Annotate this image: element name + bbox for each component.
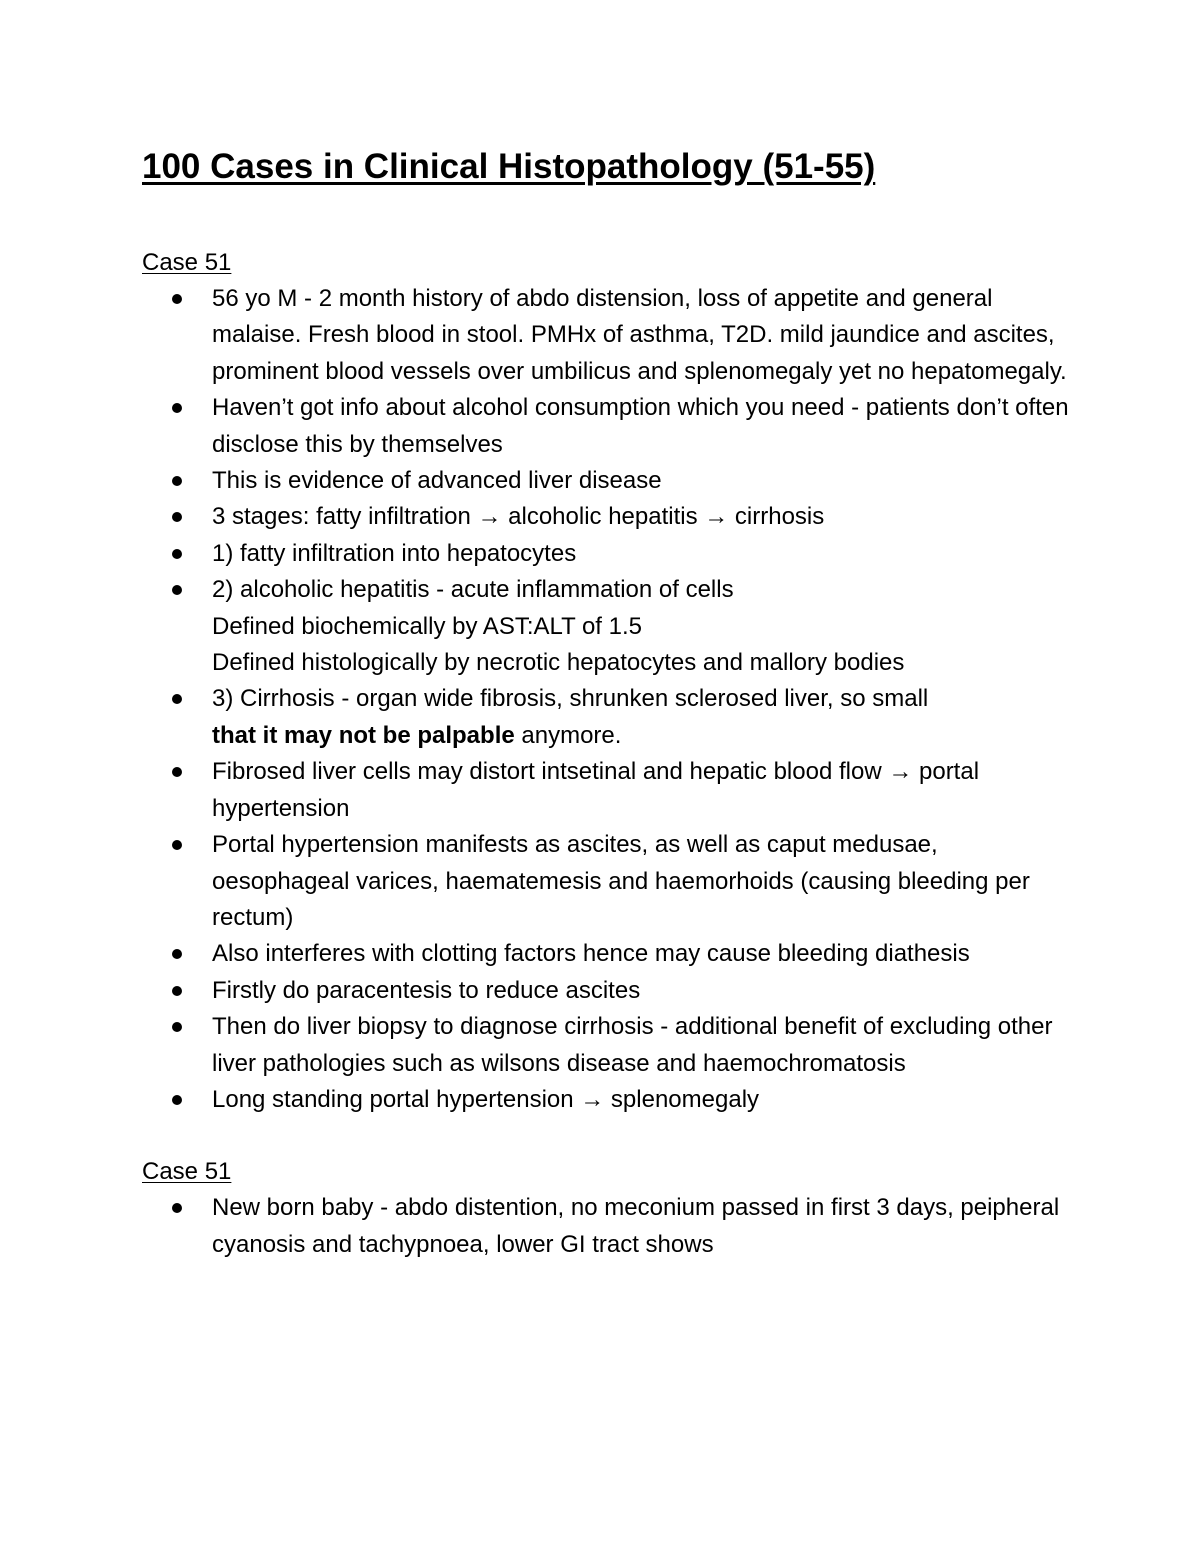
list-item	[142, 1082, 1070, 1118]
list-item	[142, 390, 1070, 463]
list-item-subline: Defined histologically by necrotic hepatocytes and mallory bodies	[212, 649, 905, 677]
list-item	[142, 1009, 1070, 1082]
list-item-text: Haven’t got info about alcohol consumption which you need - patients don’t often disclose this by themselves	[212, 394, 1069, 458]
list-item-text: Long standing portal hypertension → splenomegaly	[212, 1085, 760, 1113]
list-item-text: Fibrosed liver cells may distort intsetinal and hepatic blood flow → portal hypertension	[212, 758, 980, 822]
list-item-text: anymore.	[514, 721, 622, 749]
bullet-icon	[172, 767, 182, 777]
list-item-text: Portal hypertension manifests as ascites, as well as caput medusae, oesophageal varices, haematemesis and haemorhoids (causing bleeding per rectum)	[212, 831, 1030, 931]
list-item-text: 1) fatty infiltration into hepatocytes	[212, 539, 577, 567]
list-item	[142, 754, 1070, 827]
list-item-text: Also interferes with clotting factors hence may cause bleeding diathesis	[212, 940, 970, 968]
list-item-text: This is evidence of advanced liver disease	[212, 467, 662, 495]
case-section	[142, 1154, 1070, 1263]
bullet-icon	[172, 949, 182, 959]
list-item-text: 56 yo M - 2 month history of abdo distension, loss of appetite and general malaise. Fresh blood in stool. PMHx of asthma, T2D. mild jaundice and ascites, prominent blood vessels over umbilicus and splenomegaly yet no hepatomegaly.	[212, 285, 1067, 385]
list-item-text: 2) alcoholic hepatitis - acute inflammation of cells	[212, 576, 734, 604]
bullet-icon	[172, 986, 182, 996]
case-heading: Case 51	[142, 249, 232, 276]
bullet-icon	[172, 476, 182, 486]
case-bullet-list	[142, 1190, 1070, 1263]
case-section	[142, 245, 1070, 1118]
list-item	[142, 681, 1070, 754]
list-item	[142, 463, 1070, 499]
bullet-icon	[172, 694, 182, 704]
list-item-text: 3 stages: fatty infiltration → alcoholic hepatitis → cirrhosis	[212, 503, 825, 531]
bullet-icon	[172, 294, 182, 304]
list-item-text: New born baby - abdo distention, no meconium passed in first 3 days, peipheral cyanosis and tachypnoea, lower GI tract shows	[212, 1194, 1060, 1258]
bullet-icon	[172, 1022, 182, 1032]
list-item	[142, 281, 1070, 390]
case-heading: Case 51	[142, 1158, 232, 1186]
bullet-icon	[172, 403, 182, 413]
list-item-text: 3) Cirrhosis - organ wide fibrosis, shrunken sclerosed liver, so small	[212, 685, 929, 713]
list-item-subline: Defined biochemically by AST:ALT of 1.5	[212, 612, 643, 640]
bullet-icon	[172, 585, 182, 595]
document-title: 100 Cases in Clinical Histopathology (51-55)	[142, 147, 876, 186]
list-item-bold-text: that it may not be palpable	[212, 721, 515, 749]
list-item	[142, 936, 1070, 972]
list-item	[142, 499, 1070, 535]
list-item	[142, 973, 1070, 1009]
case-bullet-list	[142, 281, 1070, 1118]
bullet-icon	[172, 1203, 182, 1213]
list-item	[142, 827, 1070, 936]
bullet-icon	[172, 512, 182, 522]
bullet-icon	[172, 840, 182, 850]
list-item	[142, 1190, 1070, 1263]
list-item-text: Firstly do paracentesis to reduce ascites	[212, 976, 641, 1004]
bullet-icon	[172, 549, 182, 559]
list-item	[142, 536, 1070, 572]
list-item-text: Then do liver biopsy to diagnose cirrhosis - additional benefit of excluding other liver pathologies such as wilsons disease and haemochromatosis	[212, 1013, 1053, 1077]
bullet-icon	[172, 1095, 182, 1105]
list-item	[142, 572, 1070, 681]
